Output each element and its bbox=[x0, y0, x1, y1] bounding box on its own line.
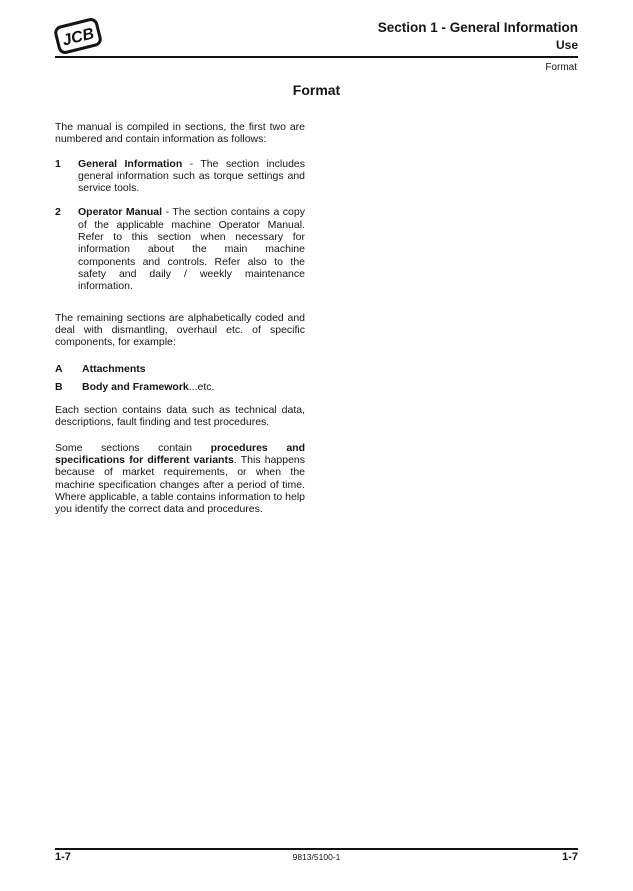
jcb-logo-text: JCB bbox=[60, 25, 96, 50]
item-rest: - The section includes general information such as torque settings and service tools. bbox=[78, 157, 305, 195]
item-rest: - The section contains a copy of the applicable machine Operator Manual. Refer to this section when necessary for information about the main machine components and controls. Refer also to the safety and daily / weekly maintenance information. bbox=[78, 206, 305, 293]
header bbox=[378, 19, 578, 53]
footer-page-number-right: 1-7 bbox=[562, 851, 578, 863]
numbered-item-2 bbox=[55, 206, 305, 292]
jcb-logo-icon bbox=[50, 13, 106, 59]
footer-divider bbox=[55, 848, 578, 850]
item-number: 1 bbox=[55, 157, 61, 170]
lettered-item-b bbox=[55, 381, 305, 393]
header-section-title: Section 1 - General Information bbox=[377, 20, 578, 35]
item-letter: B bbox=[55, 380, 63, 393]
intro-paragraph: The manual is compiled in sections, the first two are numbered and contain information as follows: bbox=[55, 121, 305, 146]
item-lead: Operator Manual bbox=[78, 206, 163, 219]
header-topic: Format bbox=[545, 62, 577, 73]
variants-pre: Some sections contain bbox=[55, 441, 211, 454]
footer-publication-number: 9813/5100-1 bbox=[292, 852, 341, 862]
item-rest: ...etc. bbox=[188, 380, 215, 393]
page-title: Format bbox=[292, 82, 341, 98]
item-letter: A bbox=[55, 363, 63, 376]
item-text bbox=[78, 206, 305, 292]
lettered-item-a bbox=[55, 363, 305, 375]
variants-bold: procedures and specifications for different variants bbox=[55, 441, 305, 466]
variants-post: . This happens because of market requirements, or when the machine specification changes after a period of time. Where applicable, a table contains information to help you identify the correct data and procedures. bbox=[55, 453, 306, 516]
item-text bbox=[82, 381, 214, 393]
body-content bbox=[55, 121, 305, 527]
item-number: 2 bbox=[55, 206, 61, 219]
footer-page-number-left: 1-7 bbox=[55, 851, 71, 863]
header-divider bbox=[55, 56, 578, 58]
item-lead: General Information bbox=[78, 157, 183, 170]
header-chapter: Use bbox=[555, 38, 578, 52]
item-text bbox=[82, 363, 146, 375]
footer bbox=[55, 851, 578, 863]
each-section-paragraph: Each section contains data such as technical data, descriptions, fault finding and test procedures. bbox=[55, 404, 305, 429]
numbered-item-1 bbox=[55, 158, 305, 195]
item-lead: Attachments bbox=[82, 363, 146, 376]
variants-paragraph bbox=[55, 442, 305, 516]
alphabetical-paragraph: The remaining sections are alphabetically coded and deal with dismantling, overhaul etc. of specific components, for example: bbox=[55, 311, 305, 349]
item-text bbox=[78, 158, 305, 195]
item-lead: Body and Framework bbox=[82, 380, 189, 393]
